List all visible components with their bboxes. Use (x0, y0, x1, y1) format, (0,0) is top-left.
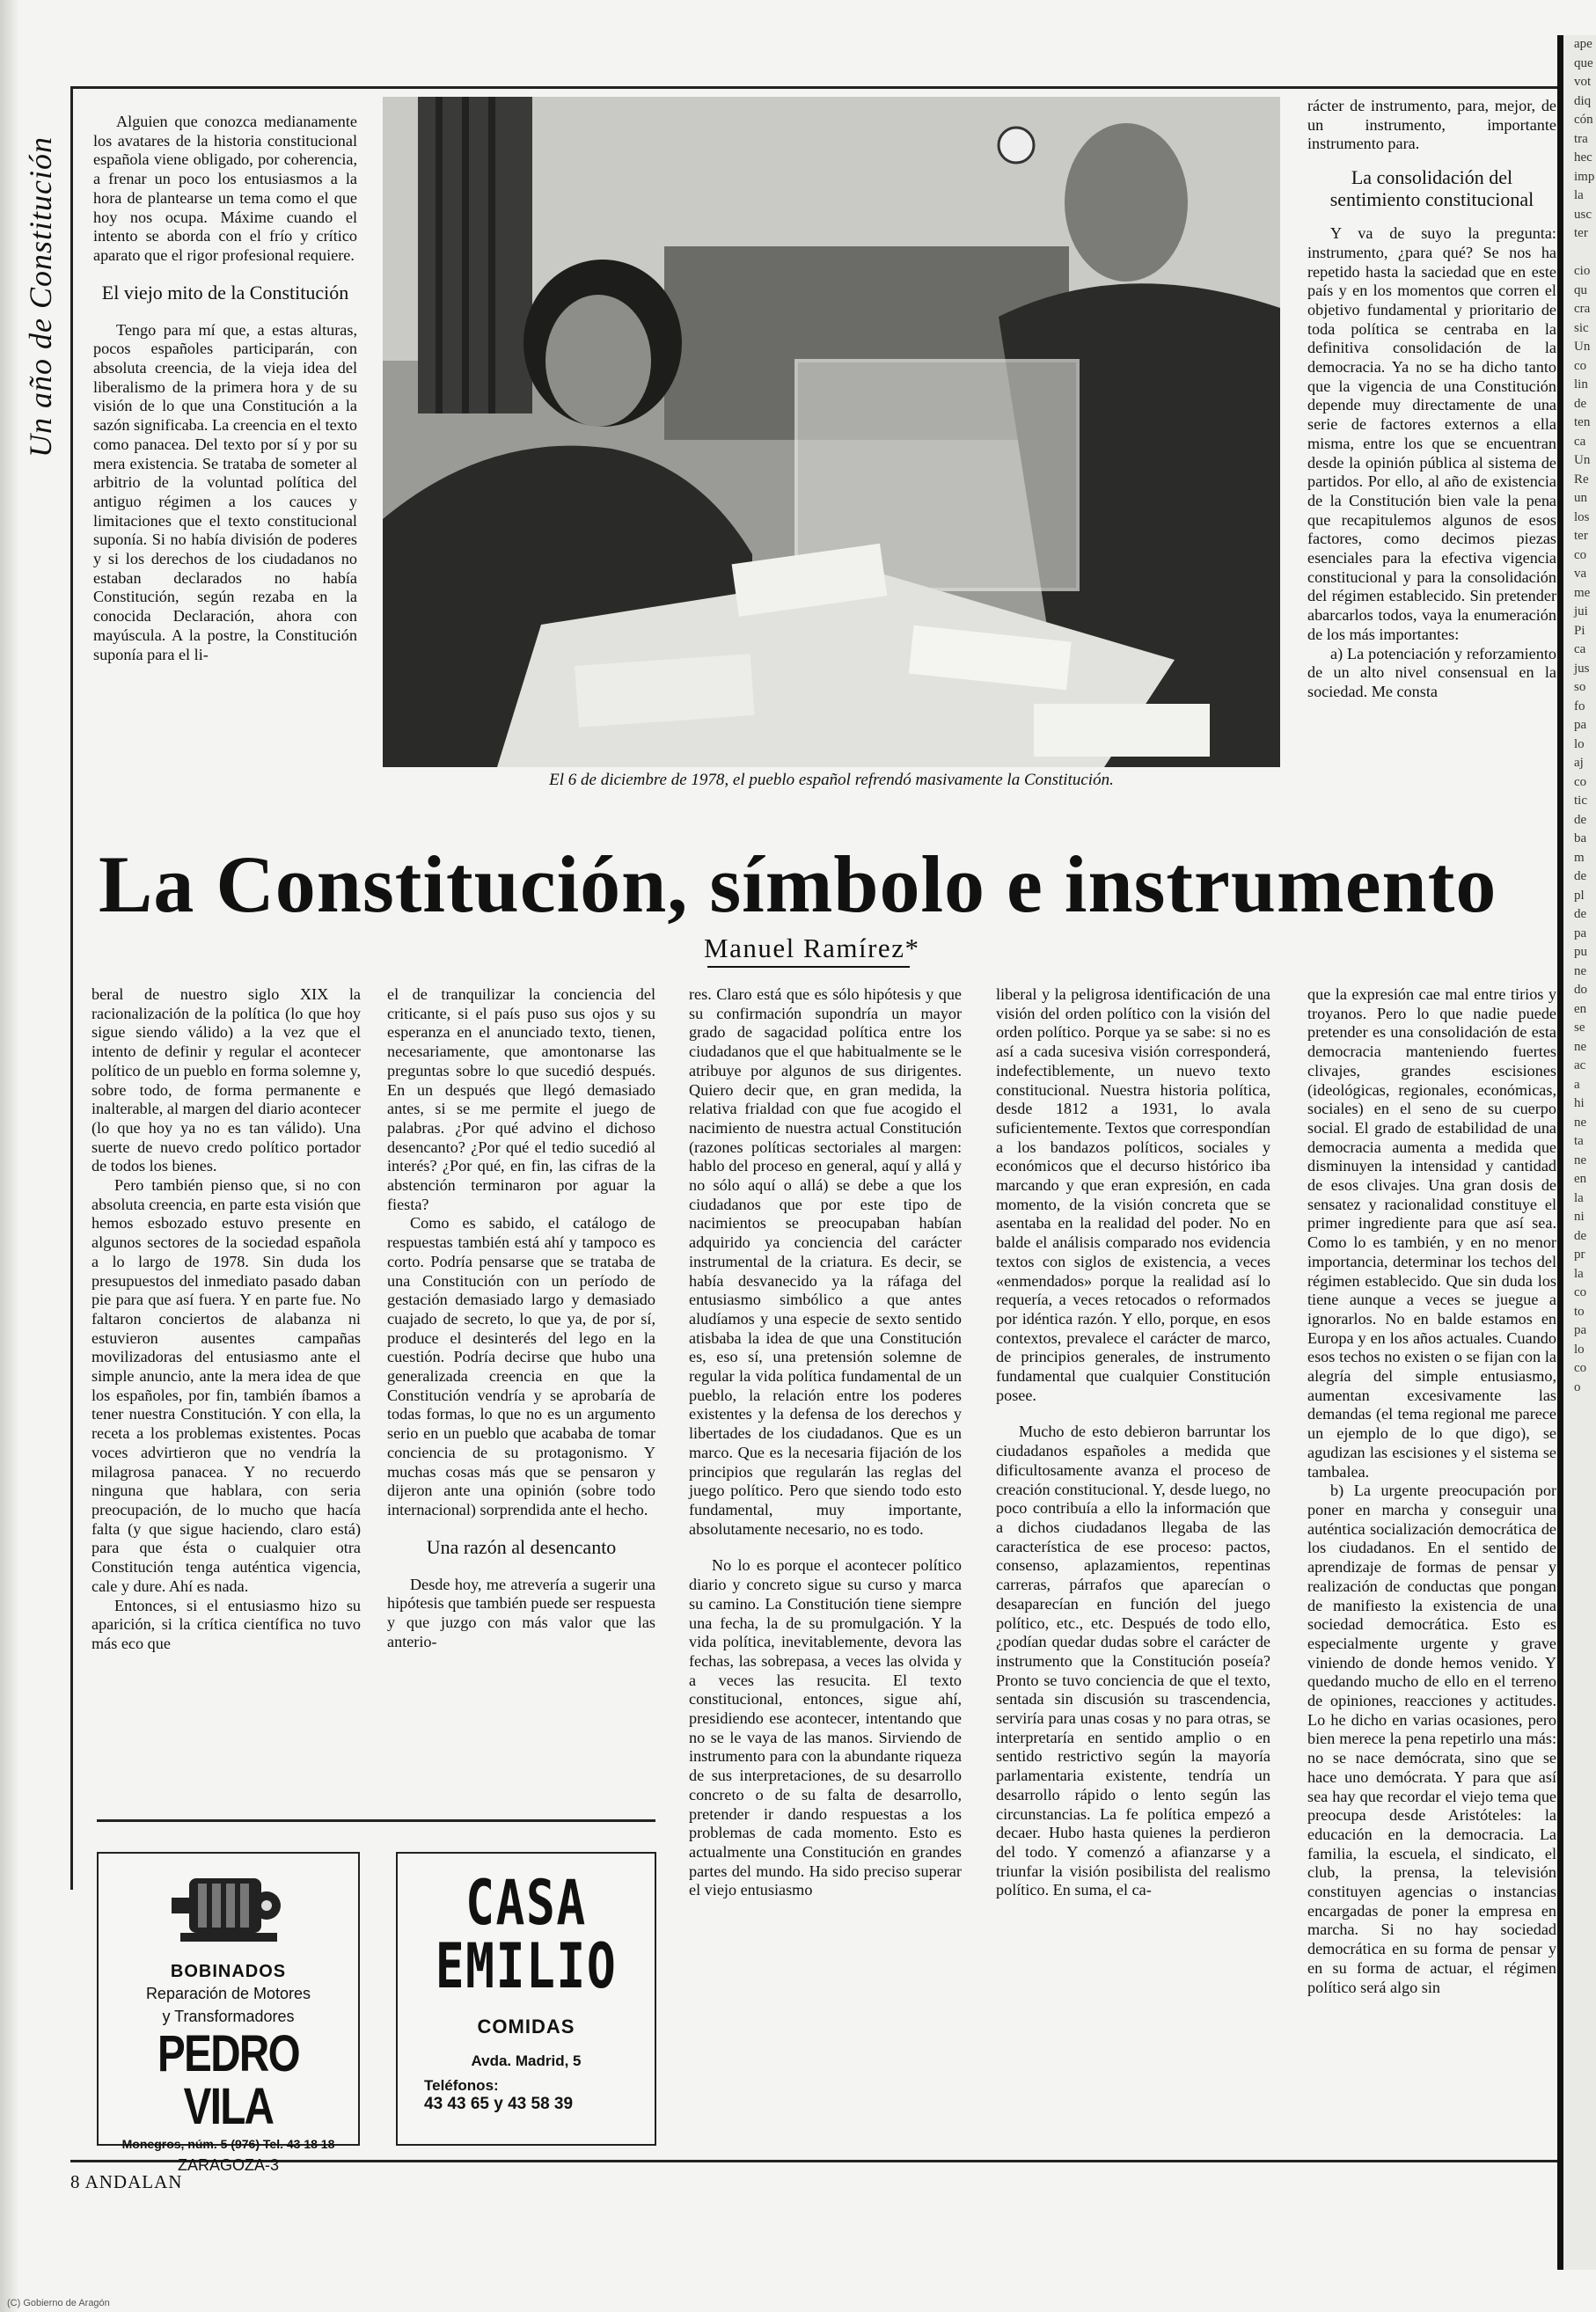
col2-paragraph-1: el de tranquilizar la conciencia del criticante, si el país puso sus ojos y su esperanza en el anunciado texto, tienen, necesariamente, que amontonarse las preguntas sobre lo que sucedió después. En un después que llegó demasiado antes, si se me permite el juego de palabras. ¿Por qué advino el dichoso desencanto? ¿Por qué el tedio sucedió al interés? ¿Por qué, en fin, las cifras de la abstención terminaron por aguar la fiesta? (387, 985, 655, 1213)
fragment-line: en (1574, 1001, 1587, 1016)
ad-bobinados-pedro-vila (97, 1852, 360, 2174)
fragment-line: de (1574, 812, 1587, 827)
fragment-line: de (1574, 1228, 1587, 1243)
fragment-line: va (1574, 567, 1587, 581)
fragment-line: ca (1574, 434, 1586, 449)
ad2-line-1: CASA (465, 1867, 587, 1939)
body-column-5 (1307, 985, 1556, 1997)
fragment-line: pr (1574, 1247, 1585, 1262)
body-column-4 (996, 985, 1270, 1900)
fragment-line: Pi (1574, 623, 1585, 638)
fragment-line: so (1574, 680, 1586, 694)
fragment-line: fo (1574, 699, 1585, 713)
top-right-paragraph-2: Y va de suyo la pregunta: instrumento, ¿para qué? Se nos ha repetido hasta la saciedad que en este país y en los momentos que corren el objetivo fundamental y prioritario de toda política se centraba en la definitiva consolidación de la democracia. Ya no se ha dicho tanto que la vigencia de una Constitución depende muy directamente de una serie de factores externos a ella misma, entre los que se encuentran desde la opinión pública al sistema de partidos. Por ello, al año de existencia de la Constitución bien vale la pena que recapitulemos algunos de esos factores, como decimos piezas esenciales para la efectiva vigencia constitucional y para la consolidación del régimen establecido. Sin pretender abarcarlos todos, vaya la enumeración de los más importantes: (1307, 224, 1556, 643)
fragment-line: ter (1574, 226, 1588, 240)
fragment-line: hec (1574, 150, 1592, 165)
photo-illustration (383, 97, 1280, 767)
fragment-line: a (1574, 1077, 1580, 1092)
fragment-line: ne (1574, 1152, 1587, 1167)
col1-paragraph-3: Entonces, si el entusiasmo hizo su aparición, si la crítica científica no tuvo más eco que (92, 1596, 361, 1652)
fragment-line: co (1574, 547, 1587, 562)
section-label: Un año de Constitución (23, 136, 58, 457)
ad-casa-emilio (396, 1852, 656, 2146)
fragment-line: usc (1574, 207, 1592, 222)
next-page-fragment (1557, 35, 1596, 2270)
intro-paragraph-2: Tengo para mí que, a estas alturas, pocos españoles participarán, con absoluta creencia, de la vieja idea del liberalismo de la primera hora y de su visión de lo que una Constitución a la sazón significaba. La creencia en el texto como panacea. Del texto por sí y por su mera existencia. Se trataba de someter al arbitrio de la voluntad política del antiguo régimen a los cauces y limitaciones que el texto constitucional suponía. Si no había división de poderes y si los derechos de los ciudadanos no estaban declarados no había Constitución, según rezaba en la conocida Declaración, ahora con mayúscula. A la postre, la Constitución suponía para el li- (93, 320, 357, 663)
scan-edge-shadow (0, 0, 19, 2312)
fragment-line: me (1574, 585, 1591, 600)
ad1-address: Monegros, núm. 5 (976) Tel. 43 18 18 (121, 2137, 335, 2151)
fragment-line: ne (1574, 963, 1587, 978)
scan-credit: (C) Gobierno de Aragón (7, 2298, 110, 2308)
fragment-line: ne (1574, 1115, 1587, 1130)
intro-paragraph-1: Alguien que conozca medianamente los avatares de la historia constitucional española viene obligado, por coherencia, a frenar un poco los entusiasmos a la hora de plantearse un tema como el que hoy nos ocupa. Máxime cuando el intento se aborda con el frío y crítico aparato que el rigor profesional requiere. (93, 113, 357, 264)
fragment-line: Un (1574, 453, 1591, 467)
fragment-line: cón (1574, 113, 1593, 127)
col4-paragraph-1: liberal y la peligrosa identificación de una visión del orden político con la visión del orden político. Porque ya se sabe: si no es así a cada sucesiva visión corresponderá, indefectiblemente, un nuevo texto constitucional. Nuestra historia política, desde 1812 a 1931, lo avala suficientemente. Textos que correspondían a los bandazos políticos, sociales y económicos que el decurso histórico iba marcando y que eran expresión, en cada momento, de la visión concreta que se asentaba en la realidad del poder. No en balde el análisis comparado nos evidencia textos con siglos de existencia, a veces «enmendados» porque la realidad así lo requería, a veces retocados o reformados por idéntica razón. Y ello, porque, en esos contextos, prevalece el carácter de marco, de principios generales, de instrumento fundamental que cualquier Constitución posee. (996, 985, 1270, 1404)
motor-icon (163, 1862, 295, 1950)
ad1-line-1: BOBINADOS (170, 1962, 287, 1981)
ad2-address: Avda. Madrid, 5 (471, 2052, 582, 2069)
fragment-line: jus (1574, 661, 1590, 676)
article-byline: Manuel Ramírez* (704, 933, 920, 963)
col3-paragraph-1: res. Claro está que es sólo hipótesis y que su confirmación supondría un mayor grado de sagacidad política entre los ciudadanos que el que habitualmente se le atribuye por algunos de sus dirigentes. Quiero decir que, en gran medida, la relativa frialdad con que fue acogido el nacimiento de nuestra actual Constitución (razones políticas sectoriales al margen: hablo del proceso en general, aquí y allá y no sólo aquí o allá) se debe a que los ciudadanos que por este tipo de nacimientos se preocupaban habían adquirido ya conciencia del carácter instrumental de la criatura. Es decir, se había desvanecido ya la ráfaga del entusiasmo simbólico a que antes aludíamos y una especie de sexto sentido atisbaba la idea de que una Constitución es, eso sí, una pretensión solemne de regular la vida política fundamental de un pueblo, la relación entre los poderes existentes y la defensa de los derechos y libertades de los ciudadanos. Que es un marco. Que es la necesaria fijación de los principios que regularán las reglas del juego político. Pero que siendo todo esto fundamental, muy importante, absolutamente necesario, no es todo. (689, 985, 962, 1538)
fragment-line: que (1574, 55, 1593, 70)
ad2-phones: 43 43 65 y 43 58 39 (424, 2095, 574, 2113)
fragment-line: to (1574, 1304, 1585, 1319)
frame-top-rule (70, 86, 1566, 89)
ad1-name: PEDRO VILA (157, 2025, 299, 2135)
col1-paragraph-2: Pero también pienso que, si no con absoluta creencia, en parte esta visión que hemos esbozado estuvo presente en algunos sectores de la sociedad española a lo largo de 1978. Sin duda los presupuestos del inmediato pasado daban pie para que así fuera. Y en parte fue. No faltaron conciertos de alabanza ni estuvieron ausentes campañas movilizadoras del entusiasmo ante el simple anuncio, ante la mera idea de que los españoles, por fin, también íbamos a tener nuestra Constitución. Y con ella, la receta a los problemas existentes. Pocas voces advirtieron que no vendría la milagrosa panacea. Y no recuerdo ninguna que hablara, con seria preocupación, de lo mucho que hacía falta (y que sigue haciendo, claro está) para que ésta o cualquier otra Constitución tenga auténtica vigencia, cale y dure. Ahí es nada. (92, 1176, 361, 1595)
top-right-paragraph-1: rácter de instrumento, para, mejor, de un instrumento, importante instrumento para. (1307, 97, 1556, 153)
col5-paragraph-2: b) La urgente preocupación por poner en marcha y conseguir una auténtica socialización democrática de los ciudadanos. En el sentido de aprendizaje de formas de pensar y realización de conductas que pongan de manifiesto la existencia de una sociedad democrática. Esto es especialmente urgente y grave viniendo de donde hemos venido. Y quedando mucho de ello en el terreno de opiniones, reacciones y actitudes. Lo he dicho en varias ocasiones, pero bien merece la pena repetirlo una más: no se nace demócrata, sino que se hace uno demócrata. Y para que así sea hay que recordar el viejo tema que preocupa desde Aristóteles: la educación en la democracia. La familia, la escuela, el sindicato, el club, la prensa, la televisión constituyen agencias o instancias encargadas de poner la empresa en marcha. Si no hay sociedad democrática en su forma de pensar y en su forma de actuar, el régimen político será algo sin (1307, 1482, 1556, 1996)
article-headline: La Constitución, símbolo e instrumento (99, 839, 1497, 929)
fragment-line: de (1574, 869, 1587, 883)
fragment-line: pa (1574, 926, 1587, 940)
fragment-line: ta (1574, 1134, 1584, 1148)
fragment-line: sic (1574, 320, 1589, 335)
fragment-line: lin (1574, 377, 1588, 391)
byline-underline (707, 966, 910, 968)
col1-paragraph-1: beral de nuestro siglo XIX la racionalización de la política (lo que hoy sigue siendo válido) a la vez que el intento de definir y regular el acontecer político de un pueblo en forma solemne y, sobre todo, de forma permanente e inalterable, al margen del diario acontecer (lo que hoy ya no es tan válido). Una suerte de nuevo credo político portador de todos los bienes. (92, 985, 361, 1175)
fragment-line: ter (1574, 529, 1588, 543)
fragment-line: diq (1574, 93, 1592, 108)
fragment-line: se (1574, 1021, 1585, 1035)
fragment-line: co (1574, 1361, 1587, 1375)
fragment-line: co (1574, 358, 1587, 373)
fragment-line: qu (1574, 282, 1587, 297)
next-page-fragment-lines (1563, 35, 1596, 1397)
fragment-line: la (1574, 188, 1584, 202)
subhead-consolidacion: La consolidación del sentimiento constitucional (1329, 166, 1534, 211)
fragment-line: imp (1574, 169, 1595, 184)
fragment-line: ca (1574, 642, 1586, 656)
fragment-line: co (1574, 1285, 1587, 1299)
page-footer: 8 ANDALAN (70, 2171, 183, 2192)
ad2-line-3: COMIDAS (477, 2016, 575, 2038)
fragment-line: ten (1574, 415, 1591, 429)
fragment-line: cra (1574, 302, 1591, 316)
top-right-paragraph-3: a) La potenciación y reforzamiento de un alto nivel consensual en la sociedad. Me consta (1307, 644, 1556, 700)
intro-column (93, 113, 357, 664)
photo-caption: El 6 de diciembre de 1978, el pueblo español refrendó masivamente la Constitución. (549, 771, 1114, 789)
fragment-line: ba (1574, 831, 1587, 845)
fragment-line: vot (1574, 75, 1592, 89)
fragment-line: de (1574, 907, 1587, 921)
fragment-line: pa (1574, 718, 1587, 732)
fragment-line: lo (1574, 736, 1585, 751)
fragment-line: pa (1574, 1323, 1587, 1337)
frame-left-rule (70, 86, 73, 1890)
fragment-line: en (1574, 1172, 1587, 1186)
col2-paragraph-3: Desde hoy, me atrevería a sugerir una hipótesis que también puede ser respuesta y que juzgo con más valor que las anterio- (387, 1575, 655, 1650)
fragment-line: o (1574, 1379, 1581, 1394)
fragment-line: co (1574, 774, 1587, 789)
fragment-line: la (1574, 1190, 1584, 1205)
col2-paragraph-2: Como es sabido, el catálogo de respuestas también está ahí y tampoco es corto. Podría pensarse que se trataba de una Constitución con un período de gestación demasiado largo y demasiado cuajado de secreto, lo que ya, de por sí, produce el desinterés del lego en la cuestión. Podría decirse que hubo una generalizada creencia en que la Constitución vendría y se aprobaría de todas formas, lo que no es un argumento serio en un pueblo que acababa de tomar conciencia de su protagonismo. Y muchas cosas más que se pensaron y dijeron ante una opinión (sobre todo internacional) sorprendida ante el hecho. (387, 1214, 655, 1518)
fragment-line: tra (1574, 131, 1588, 146)
col5-paragraph-1: que la expresión cae mal entre tirios y troyanos. Pero lo que nadie puede pretender es una consolidación de esta democracia manteniendo fuertes clivajes, grandes escisiones (ideológicas, regionales, económicas, sociales) en el seno de su cuerpo social. El grado de estabilidad de una democracia aumenta a medida que disminuyen la intensidad y cantidad de esos clivajes. Una gran dosis de sensatez y racionalidad constituye el primer ingrediente para que así sea. Como lo es también, y en no menor importancia, determinar los techos del régimen establecido. Que sin duda los tiene aunque a veces se juegue a ignorarlos. No en balde estamos en Europa y en los años actuales. Cuando esos techos no existen o se fijan con la alegría del simple entusiasmo, aumentan excesivamente las demandas (el tema regional me parece un ejemplo de lo que digo), se agudizan las escisiones y el sistema se tambalea. (1307, 985, 1556, 1481)
fragment-line: la (1574, 1266, 1584, 1281)
fragment-line (1569, 244, 1596, 263)
subhead-razon-desencanto: Una razón al desencanto (426, 1535, 617, 1558)
body-column-1 (92, 985, 361, 1654)
fragment-line: lo (1574, 1342, 1585, 1357)
fragment-line: hi (1574, 1096, 1585, 1110)
fragment-line: Re (1574, 472, 1589, 487)
fragment-line: jui (1574, 604, 1588, 618)
body-column-2 (387, 985, 655, 1652)
fragment-line: ac (1574, 1058, 1586, 1072)
subhead-viejo-mito: El viejo mito de la Constitución (101, 281, 349, 304)
fragment-line: do (1574, 983, 1587, 997)
fragment-line: ni (1574, 1210, 1585, 1224)
ad2-phones-label: Teléfonos: (424, 2077, 499, 2094)
fragment-line: pl (1574, 888, 1585, 903)
referendum-photo (383, 97, 1280, 767)
col3-paragraph-2: No lo es porque el acontecer político diario y concreto sigue su curso y marca su camino. La Constitución tiene siempre una fecha, la de su promulgación. Y la vida política, inevitablemente, devora las fechas, las sobrepasa, a veces las olvida y a veces las resucita. El texto constitucional, entonces, sigue ahí, presidiendo ese acontecer, intentando que no se le vaya de las manos. Sirviendo de instrumento para con la abundante riqueza de sus interpretaciones, de su desarrollo concreto o de su falta de desarrollo, pretender ir dando respuestas a los problemas de cada momento. Esto es actualmente una Constitución en grandes partes del mundo. Ha sido preciso superar el viejo entusiasmo (689, 1556, 962, 1899)
ad1-city: ZARAGOZA-3 (177, 2156, 279, 2174)
fragment-line: de (1574, 396, 1587, 411)
top-right-column (1307, 97, 1556, 702)
fragment-line: tic (1574, 794, 1587, 808)
ad2-line-2: EMILIO (435, 1930, 618, 2002)
fragment-line: ape (1574, 37, 1592, 51)
col4-paragraph-2: Mucho de esto debieron barruntar los ciudadanos españoles a medida que dificultosamente avanza el proceso de creación constitucional. Y, desde luego, no poco contribuía a ello la información que a dichos ciudadanos llegaba de las característica de ese proceso: pactos, consenso, aplazamientos, repentinas carreras, párrafos que aparecían o desaparecían en función del juego político, etc., etc. Después de todo ello, ¿podían quedar dudas sobre el carácter de instrumento que la Constitución poseía? Pronto se tuvo conciencia de que el texto, sentada sin discusión su trascendencia, serviría para unas cosas y no para otras, se interpretaría en sentido amplio o en sentido restrictivo según la mayoría parlamentaria existente, tendría un desarrollo rápido o lento según las circunstancias. La fe política empezó a decaer. Hubo hasta quienes la perdieron del todo. Y comenzó a afianzarse y a triunfar la visión posibilista del realismo político. En suma, el ca- (996, 1423, 1270, 1899)
fragment-line: pu (1574, 945, 1587, 959)
fragment-line: cio (1574, 264, 1591, 278)
ad1-line-2: Reparación de Motores (145, 1985, 311, 2002)
fragment-line: aj (1574, 756, 1584, 770)
fragment-line: ne (1574, 1039, 1587, 1054)
fragment-line: m (1574, 850, 1585, 865)
ads-top-rule (97, 1819, 655, 1822)
fragment-line: los (1574, 509, 1590, 524)
ad1-line-3: y Transformadores (162, 2008, 295, 2025)
fragment-line: un (1574, 491, 1587, 505)
fragment-line: Un (1574, 340, 1591, 354)
body-column-3 (689, 985, 962, 1900)
